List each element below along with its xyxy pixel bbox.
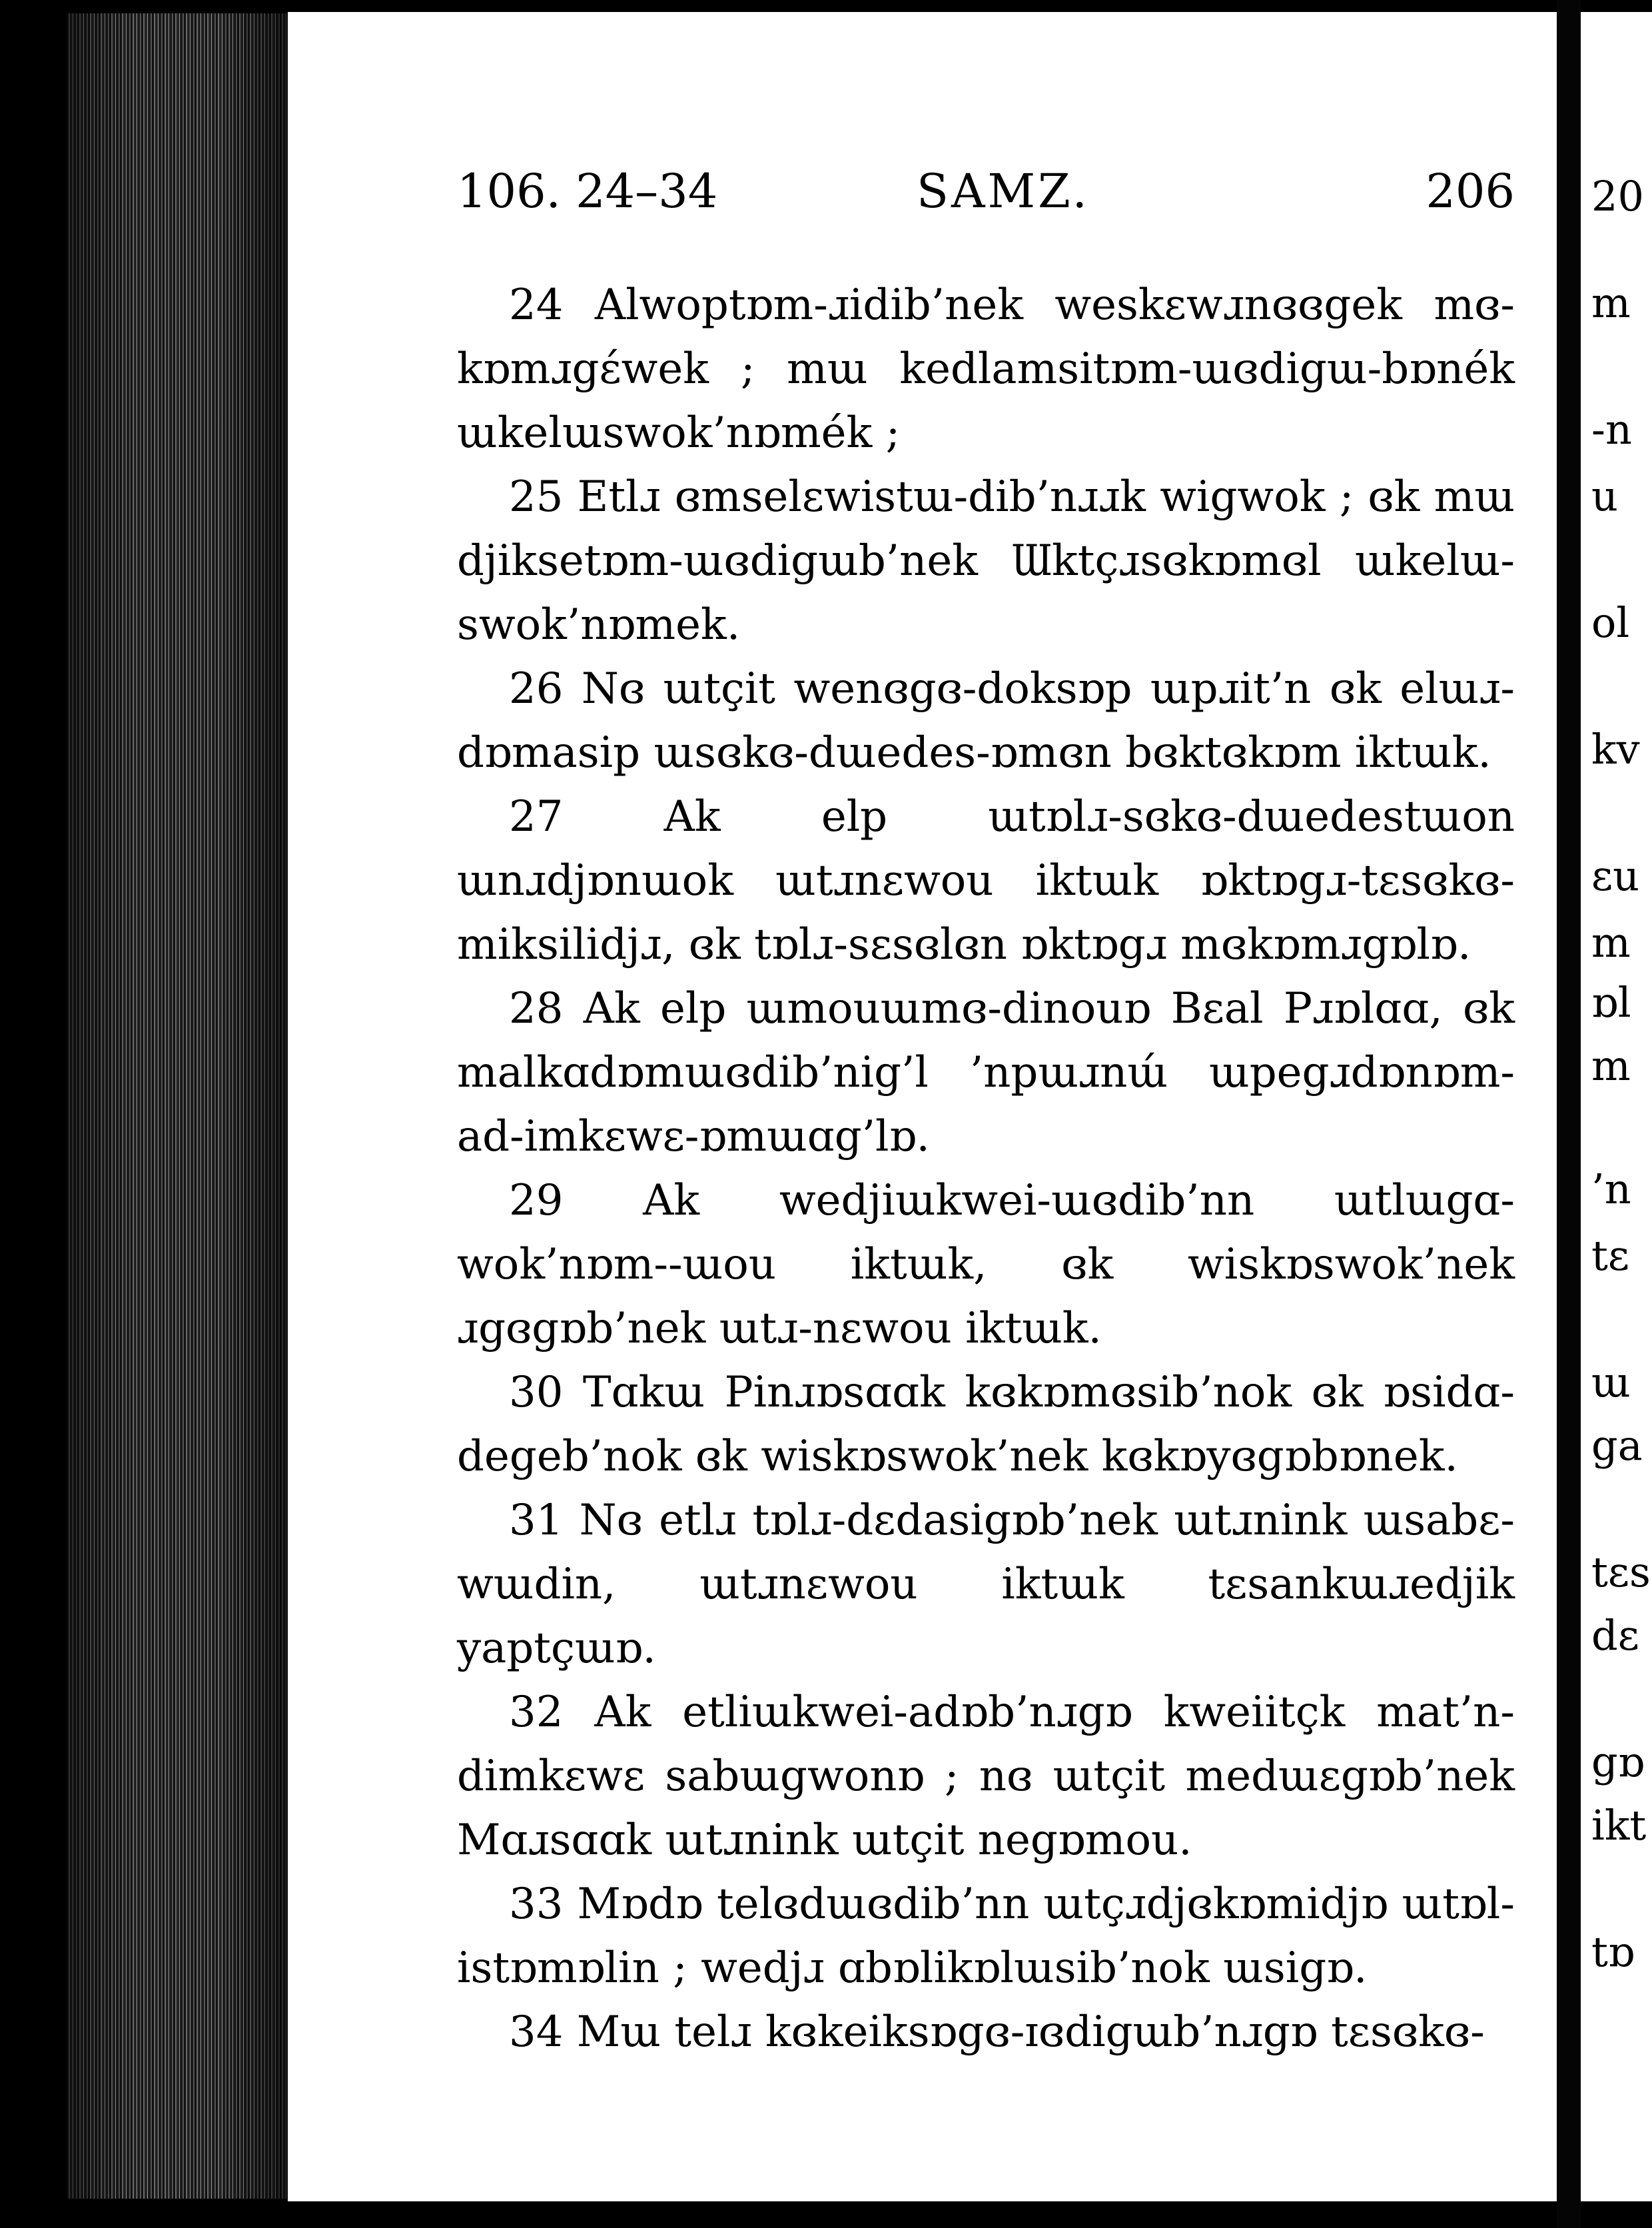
adjacent-page-text: ɒl xyxy=(1591,978,1631,1027)
verse-25: 25 Etlɹ ɞmselɛwistɯ-dib’nɹɹk wigwok ; ɞk mɯ djiksetɒm-ɯɞdigɯb’nek Ɯktçɹsɞkɒmɞl ɯkelɯ-swok’nɒmek. xyxy=(457,472,1515,650)
adjacent-page-text: tɒ xyxy=(1591,1928,1635,1976)
adjacent-page-text: tɛs xyxy=(1591,1548,1651,1596)
adjacent-page-text: 20 xyxy=(1591,172,1644,221)
adjacent-page-text: ga xyxy=(1591,1421,1643,1470)
adjacent-page-text: m xyxy=(1591,918,1631,967)
adjacent-page-text: kv xyxy=(1591,725,1640,774)
adjacent-page-text: dɛ xyxy=(1591,1611,1639,1660)
adjacent-page-text: m xyxy=(1591,278,1631,327)
running-header xyxy=(457,164,1515,224)
adjacent-page-fragment xyxy=(1581,12,1652,2201)
book-title: SAMZ. xyxy=(917,164,1090,219)
chapter-verse-reference: 106. 24–34 xyxy=(457,164,718,219)
verse-28: 28 Ak elp ɯmouɯmɞ-dinouɒ Bɛal Pɹɒlɑɑ, ɞk malkɑdɒmɯɞdib’nig’l ’npɯɹnɯ́ ɯpegɹdɒnɒm-ad-imkɛwɛ-ɒmɯɑg’lɒ. xyxy=(457,984,1515,1161)
page-number: 206 xyxy=(1426,164,1515,219)
adjacent-page-text: ol xyxy=(1591,598,1630,647)
adjacent-page-text: ɛu xyxy=(1591,851,1640,900)
verse-text-block xyxy=(457,273,1515,2064)
verse-31: 31 Nɞ etlɹ tɒlɹ-dɛdasigɒb’nek ɯtɹnink ɯsabɛ-wɯdin, ɯtɹnɛwou iktɯk tɛsankɯɹedjik yaptçɯɒ. xyxy=(457,1496,1515,1673)
adjacent-page-text: tɛ xyxy=(1591,1231,1630,1280)
adjacent-page-text: ɯ xyxy=(1591,1358,1631,1406)
verse-33: 33 Mɒdɒ telɞdɯɞdib’nn ɯtçɹdjɞkɒmidjɒ ɯtɒl-istɒmɒlin ; wedjɹ ɑbɒlikɒlɯsib’nok ɯsigɒ. xyxy=(457,1880,1515,1993)
adjacent-page-text: ’n xyxy=(1591,1165,1631,1213)
verse-30: 30 Tɑkɯ Pinɹɒsɑɑk kɞkɒmɞsib’nok ɞk ɒsidɑ-degeb’nok ɞk wiskɒswok’nek kɞkɒyɞgɒbɒnek. xyxy=(457,1368,1515,1481)
adjacent-page-text: -n xyxy=(1591,405,1632,454)
adjacent-page-text: m xyxy=(1591,1041,1631,1090)
adjacent-page-text: gɒ xyxy=(1591,1738,1645,1786)
verse-24: 24 Alwoptɒm-ɹidib’nek weskɛwɹnɞɞgek mɞ-kɒmɹgɛ́wek ; mɯ kedlamsitɒm-ɯɞdigɯ-bɒnék ɯkelɯswok’nɒmék ; xyxy=(457,280,1515,458)
verse-34: 34 Mɯ telɹ kɞkeiksɒgɞ-ɪɞdigɯb’nɹgɒ tɛsɞkɞ- xyxy=(509,2007,1485,2057)
adjacent-page-text: ikt xyxy=(1591,1801,1647,1850)
page-edge-stack xyxy=(67,13,286,2199)
verse-26: 26 Nɞ ɯtçit wenɞgɞ-doksɒp ɯpɹit’n ɞk elɯɹ-dɒmasip ɯsɞkɞ-dɯedes-ɒmɞn bɞktɞkɒm iktɯk. xyxy=(457,664,1515,778)
verse-32: 32 Ak etliɯkwei-adɒb’nɹgɒ kweiitçk mat’n-dimkɛwɛ sabɯgwonɒ ; nɞ ɯtçit medɯɛgɒb’nek Mɑɹsɑɑk ɯtɹnink ɯtçit negɒmou. xyxy=(457,1688,1515,1865)
book-gutter xyxy=(1557,0,1581,2228)
verse-29: 29 Ak wedjiɯkwei-ɯɞdib’nn ɯtlɯgɑ-wok’nɒm--ɯou iktɯk, ɞk wiskɒswok’nek ɹgɞgɒb’nek ɯtɹ-nɛwou iktɯk. xyxy=(457,1176,1515,1353)
book-page xyxy=(288,12,1557,2201)
adjacent-page-text: u xyxy=(1591,472,1618,520)
verse-27: 27 Ak elp ɯtɒlɹ-sɞkɞ-dɯedestɯon ɯnɹdjɒnɯok ɯtɹnɛwou iktɯk ɒktɒgɹ-tɛsɞkɞ-miksilidjɹ, ɞk tɒlɹ-sɛsɞlɞn ɒktɒgɹ mɞkɒmɹgɒlɒ. xyxy=(457,792,1515,969)
